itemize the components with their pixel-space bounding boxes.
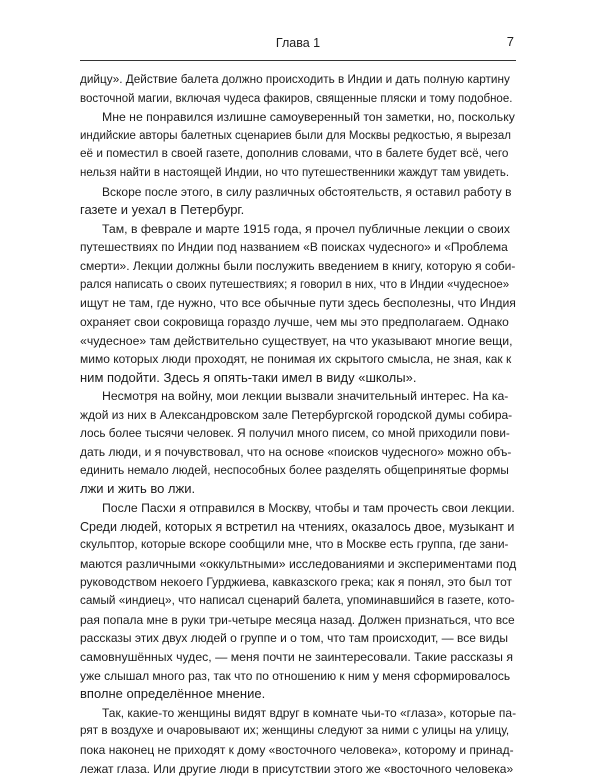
text-line: Вскоре после этого, в силу различных обстоятельств, я оставил работу в [102,184,512,199]
text-line: лось более тысячи человек. Я получил много писем, со мной приходили пови- [80,426,510,440]
header-rule [80,60,516,61]
body-text [80,71,516,778]
text-line: путешествиях по Индии под названием «В поисках чудесного» и «Проблема [80,240,508,255]
text-line: самовнушённых чудес, — меня почти не заинтересовали. Такие рассказы я [80,649,513,664]
text-line: рался написать о своих путешествиях; я говорил в них, что в Индии «чудесное» [80,278,510,291]
text-line: рят в воздухе и очаровывают их; женщины следуют за ними с улицы на улицу, [80,724,510,738]
text-line: мимо которых люди проходят, не понимая их скрытого смысла, не зная, как к [80,352,512,367]
text-line: Там, в феврале и марте 1915 года, я прочел публичные лекции о своих [102,221,510,236]
text-line: ищут не там, где нужно, что все обычные пути здесь бесполезны, что Индия [80,296,516,311]
text-line: дать люди, и я почувствовал, что на основе «поисков чудесного» можно объ- [80,445,512,460]
text-line: самый «индиец», что написал сценарий балета, упоминавшийся в газете, кото- [80,594,515,608]
text-line: единить немало людей, неспособных более разделять общепринятые формы [80,463,509,477]
text-line: Несмотря на войну, мои лекции вызвали значительный интерес. На ка- [102,389,509,404]
text-line: ждой из них в Александровском зале Петербургской городской думы собира- [80,407,513,422]
text-line: дийцу». Действие балета должно происходить в Индии и дать полную картину [80,73,510,86]
text-line: Среди людей, которых я встретил на чтениях, оказалось двое, музыкант и [80,519,515,534]
text-line: «чудесное» там действительно существует, на что указывают многие вещи, [80,333,513,348]
text-line: уже слышал много раз, так что по отношению к ним у меня сформировалось [80,668,511,683]
text-line: ним подойти. Здесь я опять-таки имел в виду «школы». [80,369,417,385]
text-line: вполне определённое мнение. [80,686,266,702]
text-line: её и поместил в своей газете, дополнив словами, что в балете будет всё, чего [80,147,509,161]
text-line: индийские авторы балетных сценариев были для Москвы редкостью, я вырезал [80,129,511,142]
text-line: Мне не понравился излишне самоуверенный тон заметки, но, поскольку [102,110,515,125]
text-line: руководством некоего Гурджиева, кавказского грека; как я понял, это был тот [80,575,512,590]
text-line: рассказы этих двух людей о группе и о том, что там происходит, — все виды [80,631,508,646]
running-header [80,34,516,54]
text-line: смерти». Лекции должны были послужить введением в книгу, которую я соби- [80,259,516,274]
text-line: маются различными «оккультными» исследованиями и экспериментами под [80,556,517,571]
page-number: 7 [506,34,514,49]
text-line: нельзя найти в настоящей Индии, но что путешественники жаждут там увидеть. [80,167,510,180]
text-line: скульптор, которые вскоре сообщили мне, что в Москве есть группа, где зани- [80,538,509,552]
text-line: После Пасхи я отправился в Москву, чтобы и там прочесть свои лекции. [102,501,515,516]
text-line: Так, какие-то женщины видят вдруг в комнате чьи-то «глаза», которые па- [102,705,517,720]
text-line: лжи и жить во лжи. [80,481,196,497]
text-line: охраняет свои сокровища гораздо лучше, чем мы это предполагаем. Однако [80,314,509,329]
text-line: рая попала мне в руки три-четыре месяца назад. Должен признаться, что все [80,612,515,627]
text-line: восточной магии, включая чудеса факиров, священные пляски и тому подобное. [80,92,513,105]
text-line: пока наконец не приходят к дому «восточного человека», которому и принад- [80,742,514,757]
chapter-title: Глава 1 [275,36,321,50]
text-line: лежат глаза. Или другие люди в присутствии этого же «восточного человека» [80,761,514,776]
text-line: газете и уехал в Петербург. [80,202,245,218]
